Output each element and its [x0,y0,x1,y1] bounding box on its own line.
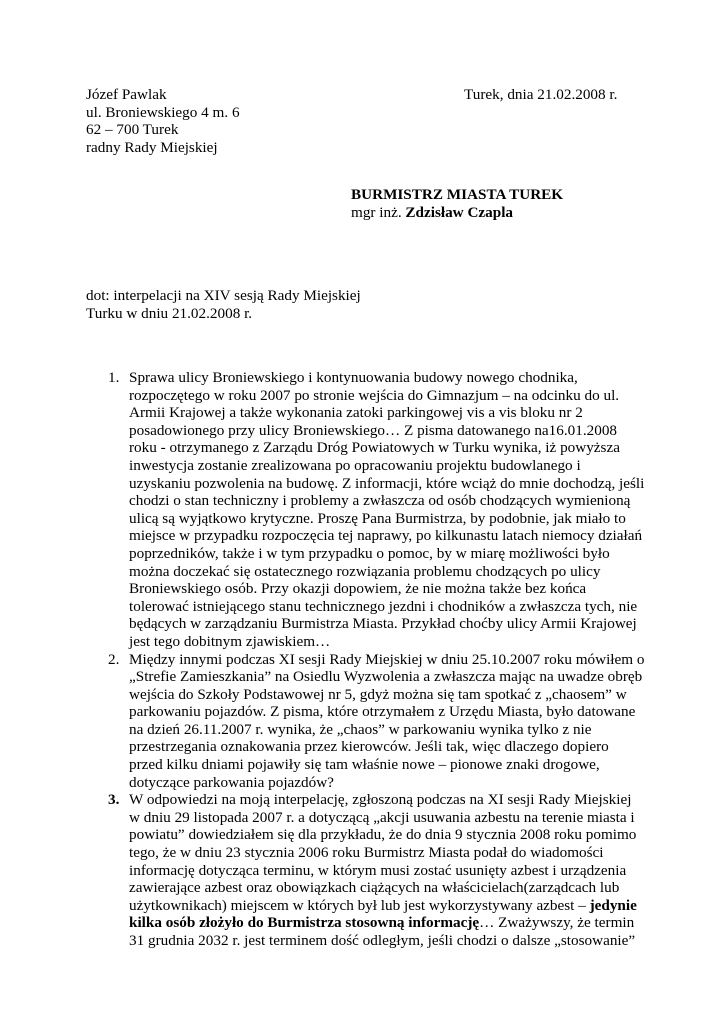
place-date: Turek, dnia 21.02.2008 r. [464,86,618,103]
list-item [86,791,646,949]
item-text [129,791,646,949]
sender-role: radny Rady Miejskiej [86,138,218,156]
subject-line-1: dot: interpelacji na XIV sesją Rady Miejskiej [86,287,361,304]
subject-line-2: Turku w dniu 21.02.2008 r. [86,304,253,322]
recipient-name-line [351,204,563,222]
item-text: Między innymi podczas XI sesji Rady Miejskiej w dniu 25.10.2007 roku mówiłem o „Strefie Zamieszkania” na Osiedlu Wyzwolenia a zwłaszcza mając na uwadze obręb wejścia do Szkoły Podstawowej nr 5, gdyż można się tam spotkać z „chaosem” w parkowaniu pojazdów. Z pisma, które otrzymałem z Urzędu Miasta, było datowane na dzień 26.11.2007 r. wynika, że „chaos” w parkowaniu wynika tylko z nie przestrzegania oznakowania przez kierowców. Jeśli tak, więc dlaczego dopiero przed kilku dniami pojawiły się tam właśnie nowe – pionowe znaki drogowe, dotyczące parkowania pojazdów? [129,650,645,791]
item-number: 1. [108,369,120,386]
recipient-name: Zdzisław Czapla [405,203,514,221]
item-number: 3. [108,791,120,809]
item-text: Sprawa ulicy Broniewskiego i kontynuowania budowy nowego chodnika, rozpoczętego w roku 2007 po stronie wejścia do Gimnazjum – na odcinku do ul. Armii Krajowej a także wykonania zatoki parkingowej vis a vis bloku nr 2 posadowionego przy ulicy Broniewskiego… Z pisma datowanego na16.01.2008 roku - otrzymanego z Zarządu Dróg Powiatowych w Turku wynika, iż powyższa inwestycja zostanie zrealizowana po opracowaniu projektu budowlanego i uzyskaniu pozwolenia na budowę. Z informacji, które wciąż do mnie dochodzą, jeśli chodzi o stan techniczny i problemy a zwłaszcza od osób chodzących wymienioną ulicą są wyjątkowo krytyczne. Proszę Pana Burmistrza, by podobnie, jak miało to miejsce w przypadku rozpoczęcia tej naprawy, po kilkunastu latach niemocy działań poprzedników, także i w tym przypadku o pomoc, by w miarę możliwości było można doczekać się ostatecznego rozwiązania problemu chodzących po ulicy Broniewskiego osób. Przy okazji dopowiem, że nie można także bez końca tolerować istniejącego stanu technicznego jezdni i chodników a zwłaszcza tych, nie będących w zarządzaniu Burmistrza Miasta. Przykład choćby ulicy Armii Krajowej jest tego dobitnym zjawiskiem… [129,369,645,650]
subject-block [86,287,361,322]
item-text-after: … Zważywszy, że termin 31 grudnia 2032 r. jest terminem dość odległym, jeśli chodzi o dalsze „stosowanie” [129,914,636,949]
list-item [86,369,646,651]
sender-street: ul. Broniewskiego 4 m. 6 [86,103,240,121]
item-number: 2. [108,650,120,668]
recipient-title: BURMISTRZ MIASTA TUREK [351,186,564,203]
sender-name: Józef Pawlak [86,86,167,103]
sender-city: 62 – 700 Turek [86,121,179,139]
interpellation-list [86,369,646,950]
recipient-block [351,186,563,221]
sender-block [86,86,240,156]
item-text-before: W odpowiedzi na moją interpelację, zgłoszoną podczas na XI sesji Rady Miejskiej w dniu 29 listopada 2007 r. a dotyczącą „akcji usuwania azbestu na terenie miasta i powiatu” dowiedziałem się dla przykładu, że do dnia 9 stycznia 2008 roku pomimo tego, że w dniu 23 stycznia 2006 roku Burmistrz Miasta podał do wiadomości informację dotycząca terminu, w którym musi zostać usunięty azbest i urządzenia zawierające azbest oraz obowiązkach ciążących na właścicielach(zarządcach lub użytkownikach) miejscem w których był lub jest wykorzystywany azbest – [129,791,637,914]
item-text-bold: jedynie kilka osób złożyło do Burmistrza stosowną informację [129,896,637,932]
recipient-prefix: mgr inż. [351,203,406,221]
list-item [86,651,646,792]
